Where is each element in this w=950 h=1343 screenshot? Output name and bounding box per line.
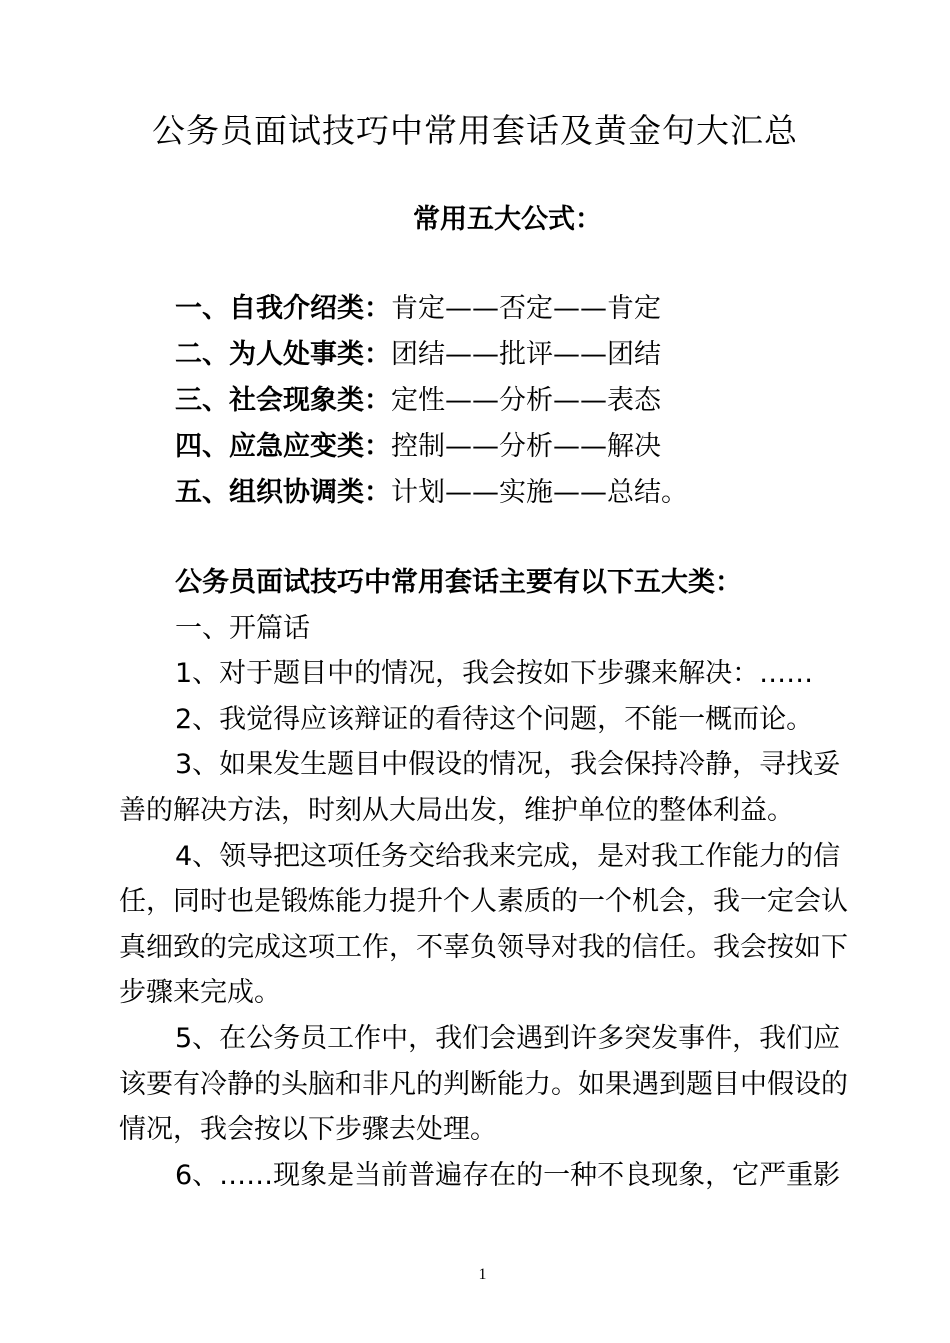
formula-item — [175, 470, 688, 516]
paragraph-line: 真细致的完成这项工作，不辜负领导对我的信任。我会按如下 — [119, 931, 848, 963]
body-text — [119, 560, 849, 1198]
subsection-heading: 一、开篇话 — [175, 612, 310, 644]
paragraph-line: 步骤来完成。 — [119, 977, 281, 1009]
paragraph-line: 5、在公务员工作中，我们会遇到许多突发事件，我们应 — [175, 1022, 841, 1054]
formula-steps: 控制——分析——解决 — [391, 431, 661, 462]
page-number: 1 — [478, 1266, 487, 1283]
phrases-heading: 公务员面试技巧中常用套话主要有以下五大类： — [175, 567, 742, 598]
formula-name: 二、为人处事类： — [175, 339, 391, 370]
formula-item — [175, 424, 688, 470]
formula-name: 三、社会现象类： — [175, 385, 391, 416]
formula-name: 五、组织协调类： — [175, 477, 391, 508]
paragraph-line: 4、领导把这项任务交给我来完成，是对我工作能力的信 — [175, 840, 841, 872]
formula-item — [175, 378, 688, 424]
paragraph-line: 2、我觉得应该辩证的看待这个问题，不能一概而论。 — [175, 703, 814, 735]
formula-item — [175, 332, 688, 378]
paragraph-line: 该要有冷静的头脑和非凡的判断能力。如果遇到题目中假设的 — [119, 1068, 848, 1100]
formulas-heading: 常用五大公式： — [413, 204, 602, 235]
formula-steps: 团结——批评——团结 — [391, 339, 661, 370]
paragraph-line: 情况，我会按以下步骤去处理。 — [119, 1114, 497, 1146]
formula-steps: 定性——分析——表态 — [391, 385, 661, 416]
paragraph-line: 1、对于题目中的情况，我会按如下步骤来解决：…… — [175, 658, 814, 690]
paragraph-line: 善的解决方法，时刻从大局出发，维护单位的整体利益。 — [119, 794, 794, 826]
paragraph-line: 任，同时也是锻炼能力提升个人素质的一个机会，我一定会认 — [119, 886, 848, 918]
formula-name: 四、应急应变类： — [175, 431, 391, 462]
paragraph-line: 6、……现象是当前普遍存在的一种不良现象，它严重影 — [175, 1159, 841, 1191]
formula-list — [175, 286, 688, 516]
paragraph-line: 3、如果发生题目中假设的情况，我会保持冷静，寻找妥 — [175, 749, 841, 781]
formula-steps: 计划——实施——总结。 — [391, 477, 688, 508]
document-title: 公务员面试技巧中常用套话及黄金句大汇总 — [152, 111, 798, 150]
formula-item — [175, 286, 688, 332]
formula-name: 一、自我介绍类： — [175, 293, 391, 324]
formula-steps: 肯定——否定——肯定 — [391, 293, 661, 324]
